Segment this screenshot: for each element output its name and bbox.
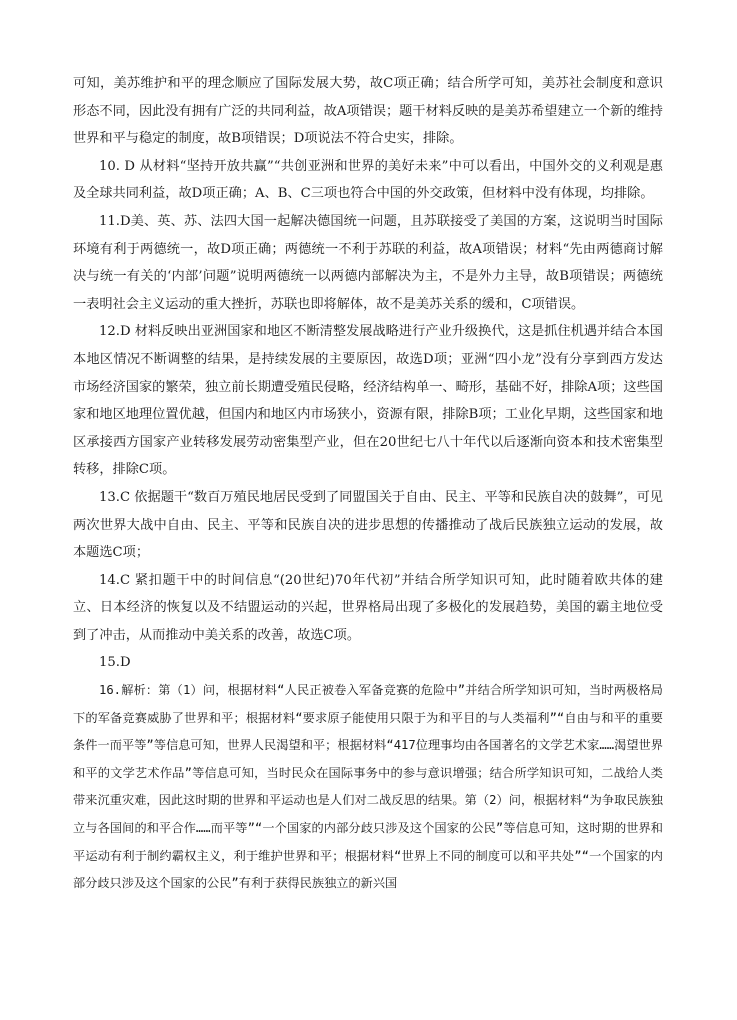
answer-explanations <box>73 70 663 898</box>
paragraph-q15: 15.D <box>99 655 131 671</box>
paragraph-q16: 16.解析：第（1）问，根据材料“人民正被卷入军备竞赛的危险中”并结合所学知识可知，当时两极格局下的军备竞赛威胁了世界和平；根据材料“要求原子能使用只限于为和平目的与人类福利”“自由与和平的重要条件一而平等”等信息可知，世界人民渴望和平；根据材料“417位理事均由各国著名的文学艺术家……渴望世界和平的文学艺术作品”等信息可知，当时民众在国际事务中的参与意识增强；结合所学知识可知，二战给人类带来沉重灾难，因此这时期的世界和平运动也是人们对二战反思的结果。第（2）问，根据材料“为争取民族独立与各国间的和平合作……而平等”“一个国家的内部分歧只涉及这个国家的公民”等信息可知，这时期的世界和平运动有利于制约霸权主义，利于维护世界和平；根据材料“世界上不同的制度可以和平共处”“一个国家的内部分歧只涉及这个国家的公民”有利于获得民族独立的新兴国 <box>73 683 663 891</box>
paragraph-q12: 12.D 材料反映出亚洲国家和地区不断清整发展战略进行产业升级换代，这是抓住机遇并结合本国本地区情况不断调整的结果，是持续发展的主要原因，故选D项；亚洲“四小龙”没有分享到西方发达市场经济国家的繁荣，独立前长期遭受殖民侵略，经济结构单一、畸形，基础不好，排除A项；这些国家和地区地理位置优越，但国内和地区内市场狭小，资源有限，排除B项；工业化早期，这些国家和地区承接西方国家产业转移发展劳动密集型产业，但在20世纪七八十年代以后逐渐向资本和技术密集型转移，排除C项。 <box>73 324 663 478</box>
paragraph-q10: 10. D 从材料“坚持开放共赢”“共创亚洲和世界的美好未来”中可以看出，中国外交的义利观是惠及全球共同利益，故D项正确；A、B、C三项也符合中国的外交政策，但材料中没有体现，均排除。 <box>73 158 663 202</box>
paragraph-q13: 13.C 依据题干“数百万殖民地居民受到了同盟国关于自由、民主、平等和民族自决的鼓舞”，可见两次世界大战中自由、民主、平等和民族自决的进步思想的传播推动了战后民族独立运动的发展，故本题选C项； <box>73 489 663 561</box>
paragraph-q14: 14.C 紧扣题干中的时间信息“(20世纪)70年代初”并结合所学知识可知，此时随着欧共体的建立、日本经济的恢复以及不结盟运动的兴起，世界格局出现了多极化的发展趋势，美国的霸主地位受到了冲击，从而推动中美关系的改善，故选C项。 <box>73 572 663 643</box>
paragraph-q9-continued: 可知，美苏维护和平的理念顺应了国际发展大势，故C项正确；结合所学可知，美苏社会制度和意识形态不同，因此没有拥有广泛的共同利益，故A项错误；题干材料反映的是美苏希望建立一个新的维持世界和平与稳定的制度，故B项错误；D项说法不符合史实，排除。 <box>73 76 663 147</box>
paragraph-q11: 11.D美、英、苏、法四大国一起解决德国统一问题，且苏联接受了美国的方案，这说明当时国际环境有利于两德统一，故D项正确；两德统一不利于苏联的利益，故A项错误；材料“先由两德商讨解决与统一有关的‘内部’问题”说明两德统一以两德内部解决为主，不是外力主导，故B项错误；两德统一表明社会主义运动的重大挫折，苏联也即将解体，故不是美苏关系的缓和，C项错误。 <box>73 213 663 312</box>
